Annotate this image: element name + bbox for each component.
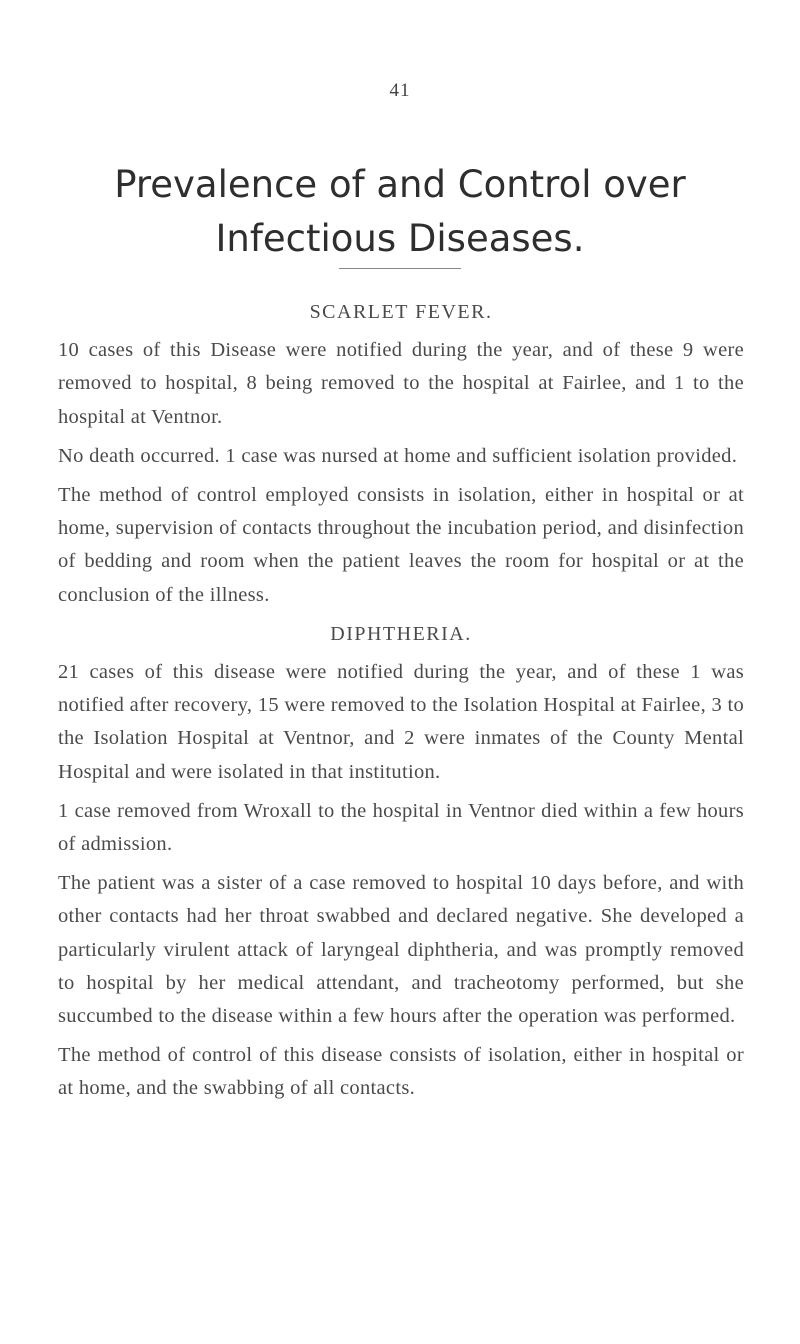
section-heading: SCARLET FEVER. (309, 301, 493, 323)
paragraph: The method of control of this disease consists of isolation, either in hospital or at home, and the swabbing of all contacts. (58, 1044, 744, 1100)
paragraph: The method of control employed consists in isolation, either in hospital or at home, supervision of contacts throughout the incubation period, and disinfection of bedding and room when the patient leaves the room for hospital or at the conclusion of the illness. (58, 484, 744, 606)
paragraph: 10 cases of this Disease were notified during the year, and of these 9 were removed to hospital, 8 being removed to the hospital at Fairlee, and 1 to the hospital at Ventnor. (58, 339, 744, 428)
title-divider (339, 268, 461, 269)
section-diphtheria (58, 618, 744, 1106)
section-heading: DIPHTHERIA. (330, 622, 472, 645)
section-scarlet-fever (58, 296, 744, 612)
paragraph: 21 cases of this disease were notified during the year, and of these 1 was notified after recovery, 15 were removed to the Isolation Hospital at Fairlee, 3 to the Isolation Hospital at Ventnor, and 2 were inmates of the County Mental Hospital and were isolated in that institution. (58, 661, 744, 783)
page-number: 41 (389, 80, 411, 101)
paragraph: The patient was a sister of a case removed to hospital 10 days before, and with other contacts had her throat swabbed and declared negative. She developed a particularly virulent attack of laryngeal diphtheria, and was promptly removed to hospital by her medical attendant, and tracheotomy performed, but she succumbed to the disease within a few hours after the operation was performed. (58, 872, 744, 1028)
paragraph: 1 case removed from Wroxall to the hospital in Ventnor died within a few hours of admission. (58, 799, 744, 856)
document-body (58, 296, 744, 1112)
paragraph: No death occurred. 1 case was nursed at home and sufficient isolation provided. (58, 444, 738, 467)
page-title: Prevalence of and Control over Infectious Diseases. (114, 163, 686, 260)
